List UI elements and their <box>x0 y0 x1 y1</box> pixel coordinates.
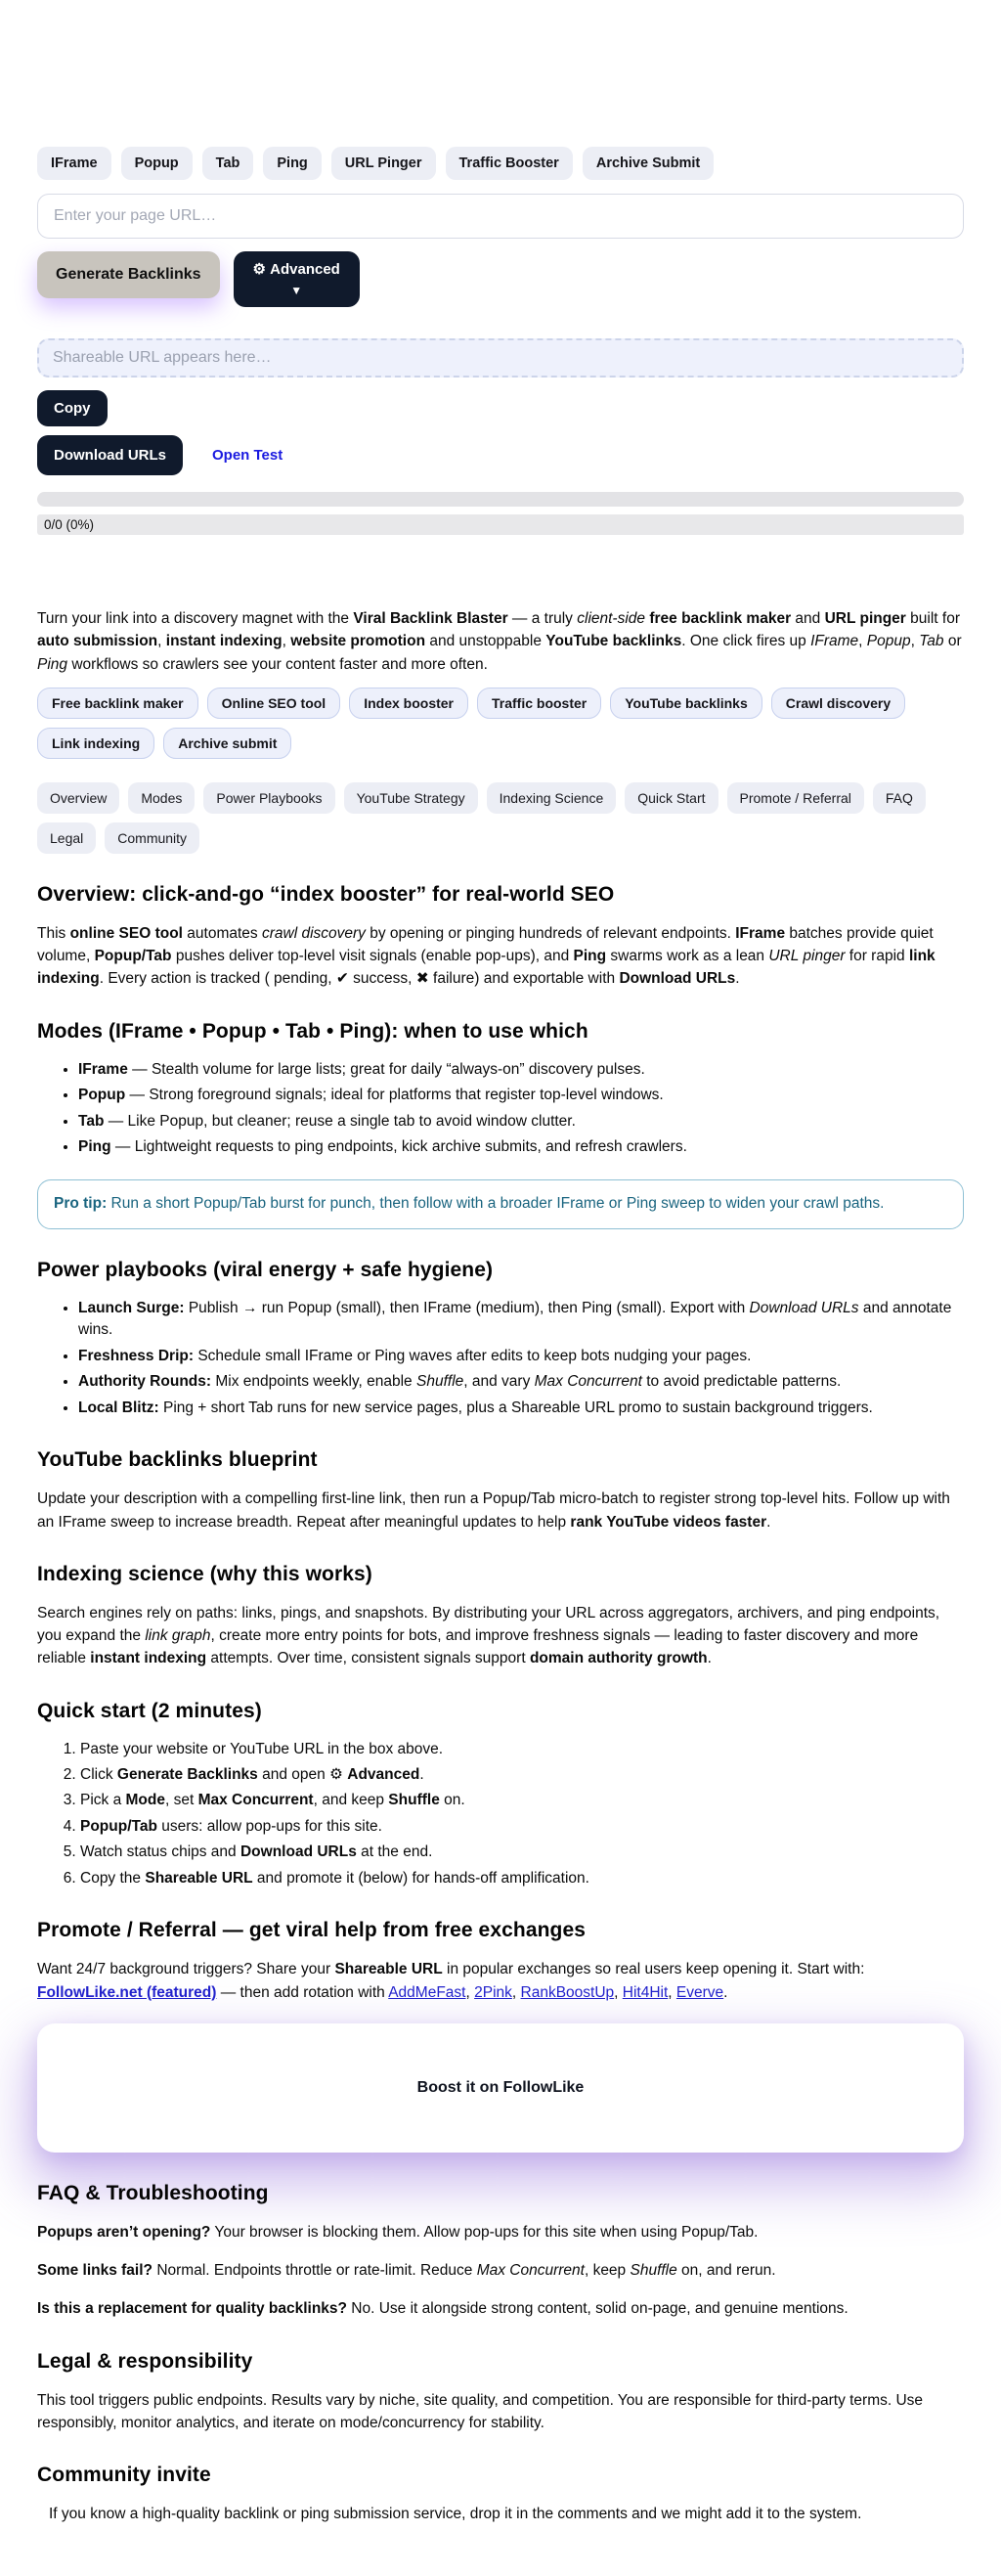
faq-list <box>37 2221 964 2321</box>
text-segment: URL pinger <box>768 948 846 965</box>
text-segment: . One click fires up <box>681 633 811 650</box>
playbooks-list-item <box>78 1398 964 1419</box>
indexing-heading: Indexing science (why this works) <box>37 1562 372 1585</box>
progress-bar <box>37 492 964 507</box>
text-segment: Popup <box>866 633 911 650</box>
community-heading: Community invite <box>37 2464 211 2487</box>
legal-paragraph: This tool triggers public endpoints. Results vary by niche, site quality, and competition. You are responsible for third-party terms. Use responsibly, monitor analytics, and iterate on mode/concurrency for stability. <box>37 2391 924 2431</box>
text-segment: , and vary <box>463 1373 535 1391</box>
text-segment: pushes deliver top-level visit signals (enable pop-ups), and <box>171 948 574 965</box>
quickstart-step <box>80 1739 964 1760</box>
keyword-chip: YouTube backlinks <box>610 688 762 719</box>
text-segment: Advanced <box>347 1766 420 1783</box>
nav-tab[interactable]: Indexing Science <box>487 782 617 814</box>
text-segment: on, and rerun. <box>676 2262 776 2280</box>
nav-tab[interactable]: Power Playbooks <box>203 782 334 814</box>
text-segment: Viral Backlink Blaster <box>353 610 508 628</box>
text-segment: batches provide quiet volume, <box>37 924 934 965</box>
text-segment: Mode <box>125 1792 165 1809</box>
nav-tab[interactable]: Legal <box>37 822 96 854</box>
faq-heading: FAQ & Troubleshooting <box>37 2181 269 2204</box>
text-segment: Download URLs <box>239 1843 357 1861</box>
text-segment: online SEO tool <box>69 924 183 942</box>
text-segment: to avoid predictable patterns. <box>641 1373 842 1391</box>
promote-heading: Promote / Referral — get viral help from free exchanges <box>37 1919 587 1942</box>
mode-tab[interactable]: Popup <box>121 147 193 180</box>
text-segment: and <box>791 610 825 628</box>
text-segment: and open ⚙ <box>257 1766 348 1783</box>
text-segment: instant indexing <box>90 1650 207 1667</box>
text-segment: Authority Rounds: <box>78 1373 212 1391</box>
text-segment: automates <box>182 924 262 942</box>
text-segment: Pro tip: <box>54 1195 108 1213</box>
mode-tab[interactable]: IFrame <box>37 147 111 180</box>
pro-tip-box <box>37 1179 964 1228</box>
text-segment: Want 24/7 background triggers? Share your <box>37 1961 335 1978</box>
text-segment: Update your description with a compelling first-line link, then run a Popup/Tab micro-batch to register strong top-level hits. Follow up with an IFrame sweep to increase breadth. Repeat after meaningful updates to help <box>37 1490 950 1531</box>
text-segment: free backlink maker <box>649 610 792 628</box>
text-segment: Shuffle <box>388 1792 440 1809</box>
nav-tab[interactable]: Modes <box>128 782 195 814</box>
text-segment: , <box>157 633 166 650</box>
nav-tab[interactable]: FAQ <box>873 782 926 814</box>
download-urls-button[interactable]: Download URLs <box>37 435 183 475</box>
text-segment: Download URLs <box>619 970 736 988</box>
text-segment: Popup/Tab <box>80 1817 157 1835</box>
text-segment: on. <box>439 1792 465 1809</box>
progress-status: 0/0 (0%) <box>37 514 964 535</box>
text-segment: — Stealth volume for large lists; great for daily “always-on” discovery pulses. <box>127 1060 645 1078</box>
text-segment: . <box>707 1650 712 1667</box>
text-segment: website promotion <box>290 633 426 650</box>
text-segment: , create more entry points for bots, and improve freshness signals — leading to faster discovery and more reliable <box>37 1627 919 1667</box>
faq-item <box>37 2221 964 2243</box>
keyword-chip: Online SEO tool <box>207 688 341 719</box>
text-segment: Search engines rely on paths: links, pings, and snapshots. By distributing your URL across aggregators, archivers, and ping endpoints, you expand the <box>37 1604 940 1645</box>
mode-tab[interactable]: Traffic Booster <box>446 147 573 180</box>
mode-tab[interactable]: Tab <box>202 147 254 180</box>
keyword-chip: Link indexing <box>37 728 154 759</box>
text-segment: — Like Popup, but cleaner; reuse a single tab to avoid window clutter. <box>104 1112 576 1130</box>
text-segment: crawl discovery <box>261 924 366 942</box>
text-segment: and promote it (below) for hands-off amplification. <box>252 1869 589 1887</box>
text-segment: . <box>723 1983 728 2001</box>
followlike-promo-card[interactable]: Boost it on FollowLike <box>37 2023 964 2153</box>
text-segment: , <box>858 633 867 650</box>
text-segment: Popups aren’t opening? <box>37 2223 211 2241</box>
text-segment: Max Concurrent <box>476 2262 585 2280</box>
text-segment: , set <box>164 1792 198 1809</box>
text-segment: Ping <box>78 1138 111 1155</box>
text-segment: and annotate wins. <box>78 1299 952 1339</box>
chevron-down-icon: ▼ <box>290 283 303 297</box>
text-segment: This <box>37 924 70 942</box>
keyword-chip: Index booster <box>349 688 468 719</box>
advanced-label-text: Advanced <box>270 261 340 278</box>
overview-heading: Overview: click-and-go “index booster” for real-world SEO <box>37 882 615 906</box>
text-segment: . <box>419 1766 424 1783</box>
text-segment: IFrame <box>735 924 786 942</box>
modes-list-item <box>78 1059 964 1081</box>
section-nav <box>37 782 964 854</box>
text-segment: . <box>735 970 740 988</box>
text-segment: Mix endpoints weekly, enable <box>211 1373 416 1391</box>
text-segment: Max Concurrent <box>197 1792 314 1809</box>
modes-list-item <box>78 1085 964 1106</box>
quickstart-step <box>80 1868 964 1889</box>
text-segment: Max Concurrent <box>534 1373 642 1391</box>
text-segment: Click <box>80 1766 117 1783</box>
generate-backlinks-button[interactable]: Generate Backlinks <box>37 251 220 298</box>
nav-tab[interactable]: Community <box>105 822 199 854</box>
nav-tab[interactable]: Overview <box>37 782 119 814</box>
inline-link[interactable]: RankBoostUp <box>520 1983 615 2001</box>
text-segment: . <box>766 1513 771 1531</box>
gear-icon: ⚙ <box>252 261 266 278</box>
promote-paragraph <box>37 1958 964 2004</box>
text-segment: link graph <box>145 1627 211 1645</box>
text-segment: — a truly <box>507 610 578 628</box>
text-segment: Schedule small IFrame or Ping waves after edits to keep bots nudging your pages. <box>194 1347 752 1364</box>
text-segment: — Strong foreground signals; ideal for platforms that register top-level windows. <box>125 1087 664 1104</box>
text-segment: . Every action is tracked ( pending, ✔ success, ✖ failure) and exportable with <box>99 970 620 988</box>
text-segment: Normal. Endpoints throttle or rate-limit. Reduce <box>152 2262 477 2280</box>
text-segment: Download URLs <box>749 1299 859 1316</box>
quickstart-step <box>80 1842 964 1863</box>
copy-button[interactable]: Copy <box>37 390 108 426</box>
text-segment: at the end. <box>356 1843 433 1861</box>
text-segment: Some links fail? <box>37 2262 153 2280</box>
download-row <box>37 435 964 475</box>
nav-tab[interactable]: Promote / Referral <box>727 782 864 814</box>
playbooks-list <box>78 1298 964 1419</box>
text-segment: or <box>943 633 962 650</box>
text-segment: , <box>511 1983 521 2001</box>
action-button-row <box>37 251 964 307</box>
inline-link[interactable]: FollowLike.net (featured) <box>37 1983 217 2001</box>
shareable-url-field[interactable] <box>37 338 964 378</box>
quickstart-step <box>80 1764 964 1786</box>
text-segment: Your browser is blocking them. Allow pop-ups for this site when using Popup/Tab. <box>210 2223 759 2241</box>
modes-list-item <box>78 1111 964 1133</box>
text-segment: Local Blitz: <box>78 1399 159 1416</box>
playbooks-list-item <box>78 1298 964 1342</box>
advanced-button-label <box>253 260 340 280</box>
playbooks-heading: Power playbooks (viral energy + safe hygiene) <box>37 1258 494 1281</box>
nav-tab[interactable]: YouTube Strategy <box>344 782 478 814</box>
inline-link[interactable]: 2Pink <box>474 1983 512 2001</box>
text-segment: Ping <box>37 655 68 673</box>
text-segment: rank YouTube videos faster <box>570 1513 767 1531</box>
text-segment: , <box>282 633 291 650</box>
text-segment: , keep <box>584 2262 631 2280</box>
text-segment: Shuffle <box>416 1373 464 1391</box>
text-segment: Tab <box>919 633 944 650</box>
quickstart-step <box>80 1816 964 1838</box>
quickstart-heading: Quick start (2 minutes) <box>37 1699 262 1722</box>
overview-paragraph <box>37 922 964 991</box>
modes-heading: Modes (IFrame • Popup • Tab • Ping): when to use which <box>37 1019 588 1043</box>
text-segment: IFrame <box>78 1060 128 1078</box>
text-segment: Copy the <box>80 1869 146 1887</box>
keyword-chip: Archive submit <box>163 728 291 759</box>
text-segment: Popup <box>78 1087 126 1104</box>
text-segment: Launch Surge: <box>78 1299 185 1316</box>
text-segment: Tab <box>78 1112 105 1130</box>
text-segment: Ping + short Tab runs for new service pages, plus a Shareable URL promo to sustain background triggers. <box>158 1399 873 1416</box>
advanced-button[interactable] <box>234 251 360 307</box>
text-segment: Publish → run Popup (small), then IFrame (medium), then Ping (small). Export with <box>184 1299 750 1316</box>
text-segment: instant indexing <box>165 633 283 650</box>
faq-item <box>37 2259 964 2282</box>
text-segment: client-side <box>577 610 646 628</box>
text-segment: for rapid <box>845 948 909 965</box>
text-segment: workflows so crawlers see your content faster and more often. <box>67 655 488 673</box>
text-segment: auto submission <box>37 633 158 650</box>
legal-heading: Legal & responsibility <box>37 2349 253 2373</box>
text-segment: swarms work as a lean <box>606 948 769 965</box>
text-segment: in popular exchanges so real users keep opening it. Start with: <box>442 1961 865 1978</box>
text-segment: link indexing <box>37 948 936 988</box>
nav-tab[interactable]: Quick Start <box>625 782 718 814</box>
text-segment: Shareable URL <box>334 1961 443 1978</box>
youtube-paragraph <box>37 1488 964 1533</box>
mode-tab[interactable]: Archive Submit <box>583 147 714 180</box>
inline-link[interactable]: Everve <box>675 1983 724 2001</box>
text-segment: — then add rotation with <box>216 1983 389 2001</box>
playbooks-list-item <box>78 1371 964 1393</box>
quickstart-steps <box>80 1739 964 1890</box>
text-segment: Paste your website or YouTube URL in the box above. <box>80 1740 444 1757</box>
keyword-chip: Free backlink maker <box>37 688 198 719</box>
text-segment: Pick a <box>80 1792 126 1809</box>
text-segment: by opening or pinging hundreds of relevant endpoints. <box>365 924 736 942</box>
youtube-heading: YouTube backlinks blueprint <box>37 1448 318 1472</box>
intro-paragraph <box>37 607 964 676</box>
keyword-chip: Traffic booster <box>477 688 601 719</box>
text-segment: built for <box>905 610 960 628</box>
text-segment: Freshness Drip: <box>78 1347 195 1364</box>
text-segment: Watch status chips and <box>80 1843 240 1861</box>
url-input[interactable] <box>37 194 964 239</box>
text-segment: Popup/Tab <box>94 948 172 965</box>
mode-tab[interactable]: URL Pinger <box>331 147 436 180</box>
text-segment: YouTube backlinks <box>545 633 682 650</box>
text-segment: , <box>614 1983 623 2001</box>
mode-tab[interactable]: Ping <box>263 147 321 180</box>
text-segment: , <box>668 1983 676 2001</box>
text-segment: Shareable URL <box>145 1869 253 1887</box>
mode-tabs <box>37 147 964 180</box>
indexing-paragraph <box>37 1602 964 1670</box>
playbooks-list-item <box>78 1346 964 1367</box>
text-segment: Ping <box>573 948 607 965</box>
text-segment: domain authority growth <box>529 1650 708 1667</box>
quickstart-step <box>80 1790 964 1811</box>
text-segment: users: allow pop-ups for this site. <box>156 1817 382 1835</box>
keyword-chips <box>37 688 964 759</box>
text-segment: Is this a replacement for quality backlinks? <box>37 2300 347 2318</box>
text-segment: , <box>465 1983 475 2001</box>
text-segment: URL pinger <box>824 610 906 628</box>
text-segment: and unstoppable <box>425 633 546 650</box>
text-segment: Turn your link into a discovery magnet with the <box>37 610 354 628</box>
text-segment: — Lightweight requests to ping endpoints, kick archive submits, and refresh crawlers. <box>110 1138 687 1155</box>
text-segment: , <box>910 633 920 650</box>
text-segment: IFrame <box>810 633 859 650</box>
text-segment: No. Use it alongside strong content, solid on-page, and genuine mentions. <box>347 2300 849 2318</box>
inline-link[interactable]: AddMeFast <box>388 1983 466 2001</box>
faq-item <box>37 2297 964 2320</box>
modes-list <box>78 1059 964 1159</box>
text-segment: Shuffle <box>630 2262 677 2280</box>
modes-list-item <box>78 1136 964 1158</box>
text-segment: Generate Backlinks <box>116 1766 258 1783</box>
text-segment: attempts. Over time, consistent signals support <box>206 1650 530 1667</box>
keyword-chip: Crawl discovery <box>771 688 905 719</box>
text-segment: , and keep <box>313 1792 389 1809</box>
text-segment: Run a short Popup/Tab burst for punch, then follow with a broader IFrame or Ping sweep to widen your crawl paths. <box>107 1195 885 1213</box>
community-paragraph: If you know a high-quality backlink or ping submission service, drop it in the comments and we might add it to the system. <box>49 2506 862 2523</box>
open-test-link[interactable]: Open Test <box>212 447 283 465</box>
inline-link[interactable]: Hit4Hit <box>622 1983 669 2001</box>
